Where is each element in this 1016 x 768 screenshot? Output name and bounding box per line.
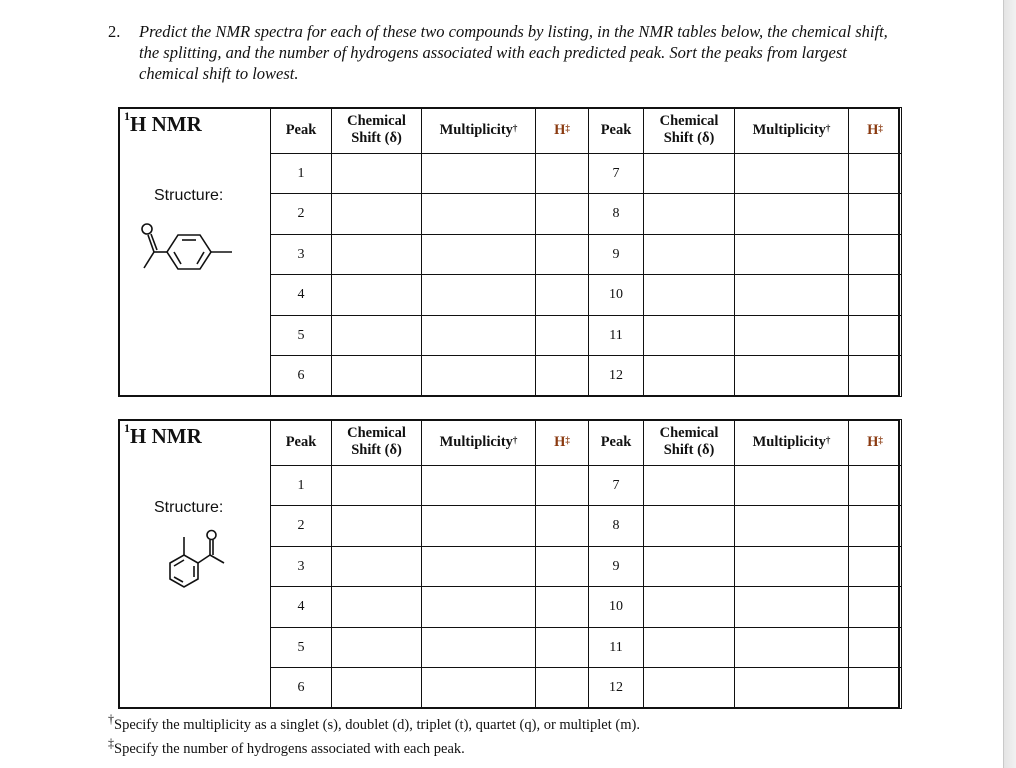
shift-cell[interactable] (332, 668, 422, 709)
shift-cell[interactable] (332, 587, 422, 628)
multiplicity-cell[interactable] (422, 546, 536, 587)
multiplicity-header: Multiplicity† (422, 420, 536, 466)
multiplicity-cell[interactable] (735, 234, 849, 275)
h-cell[interactable] (849, 275, 902, 316)
h-cell[interactable] (536, 234, 589, 275)
table-row (271, 153, 902, 194)
shift-cell[interactable] (644, 627, 735, 668)
structure-label: Structure: (154, 187, 224, 204)
shift-cell[interactable] (332, 194, 422, 235)
shift-header: Chemical Shift (δ) (644, 420, 735, 466)
peak-number: 5 (271, 627, 332, 668)
shift-cell[interactable] (332, 275, 422, 316)
question-text: Predict the NMR spectra for each of these two compounds by listing, in the NMR tables below, the chemical shift, the splitting, and the number of hydrogens associated with each predicted peak. Sort the peaks from largest chemical shift to lowest. (139, 22, 888, 83)
footnote-dagger: †Specify the multiplicity as a singlet (s), doublet (d), triplet (t), quartet (q), or multiplet (m). (108, 712, 640, 733)
h-header: H‡ (536, 108, 589, 154)
multiplicity-cell[interactable] (422, 315, 536, 356)
multiplicity-cell[interactable] (422, 627, 536, 668)
header-row (271, 108, 902, 154)
peak-number: 1 (271, 465, 332, 506)
structure-label: Structure: (154, 499, 224, 516)
peak-number: 12 (589, 356, 644, 397)
peak-number: 9 (589, 546, 644, 587)
h-cell[interactable] (849, 356, 902, 397)
nmr-title: $^1$H NMR (124, 421, 202, 448)
question-number: 2. (108, 22, 121, 41)
h-cell[interactable] (536, 275, 589, 316)
table-row (271, 356, 902, 397)
nmr-title: $^1$H NMR (124, 109, 202, 136)
shift-header: Chemical Shift (δ) (332, 108, 422, 154)
multiplicity-cell[interactable] (735, 194, 849, 235)
multiplicity-cell[interactable] (422, 668, 536, 709)
shift-cell[interactable] (644, 153, 735, 194)
shift-cell[interactable] (644, 194, 735, 235)
h-cell[interactable] (536, 668, 589, 709)
multiplicity-cell[interactable] (422, 194, 536, 235)
h-header: H‡ (536, 420, 589, 466)
table-row (271, 194, 902, 235)
peak-number: 1 (271, 153, 332, 194)
table-row (271, 275, 902, 316)
peak-number: 6 (271, 356, 332, 397)
shift-cell[interactable] (644, 668, 735, 709)
h-cell[interactable] (849, 194, 902, 235)
peak-number: 3 (271, 234, 332, 275)
multiplicity-cell[interactable] (735, 587, 849, 628)
shift-cell[interactable] (332, 356, 422, 397)
h-cell[interactable] (536, 506, 589, 547)
multiplicity-cell[interactable] (735, 668, 849, 709)
shift-cell[interactable] (332, 315, 422, 356)
multiplicity-cell[interactable] (735, 506, 849, 547)
shift-cell[interactable] (332, 153, 422, 194)
peak-grid (270, 419, 902, 709)
shift-cell[interactable] (644, 356, 735, 397)
peak-number: 5 (271, 315, 332, 356)
peak-number: 7 (589, 465, 644, 506)
h-cell[interactable] (536, 315, 589, 356)
h-cell[interactable] (849, 627, 902, 668)
shift-cell[interactable] (332, 465, 422, 506)
peak-number: 7 (589, 153, 644, 194)
table-row (271, 627, 902, 668)
shift-cell[interactable] (644, 275, 735, 316)
peak-number: 10 (589, 275, 644, 316)
h-cell[interactable] (849, 465, 902, 506)
multiplicity-cell[interactable] (422, 465, 536, 506)
footnotes (108, 710, 640, 758)
shift-header: Chemical Shift (δ) (332, 420, 422, 466)
multiplicity-header: Multiplicity† (422, 108, 536, 154)
multiplicity-cell[interactable] (735, 627, 849, 668)
peak-number: 10 (589, 587, 644, 628)
peak-number: 2 (271, 506, 332, 547)
h-cell[interactable] (849, 546, 902, 587)
peak-number: 2 (271, 194, 332, 235)
shift-cell[interactable] (332, 234, 422, 275)
header-row (271, 420, 902, 466)
peak-number: 6 (271, 668, 332, 709)
multiplicity-header: Multiplicity† (735, 108, 849, 154)
table-row (271, 546, 902, 587)
peak-number: 8 (589, 194, 644, 235)
multiplicity-cell[interactable] (735, 356, 849, 397)
shift-cell[interactable] (332, 546, 422, 587)
multiplicity-cell[interactable] (422, 275, 536, 316)
nmr-table-1 (118, 107, 900, 397)
peak-number: 12 (589, 668, 644, 709)
2-methylacetophenone-structure-icon (152, 527, 242, 607)
4-methylacetophenone-structure-icon (138, 213, 258, 273)
h-cell[interactable] (849, 668, 902, 709)
multiplicity-cell[interactable] (735, 315, 849, 356)
table-row (271, 506, 902, 547)
peak-number: 3 (271, 546, 332, 587)
shift-cell[interactable] (644, 234, 735, 275)
peak-number: 11 (589, 627, 644, 668)
shift-cell[interactable] (332, 627, 422, 668)
peak-number: 8 (589, 506, 644, 547)
peak-number: 9 (589, 234, 644, 275)
h-cell[interactable] (536, 546, 589, 587)
shift-cell[interactable] (644, 546, 735, 587)
shift-cell[interactable] (332, 506, 422, 547)
h-cell[interactable] (849, 506, 902, 547)
h-header: H‡ (849, 108, 902, 154)
h-cell[interactable] (536, 153, 589, 194)
table-row (271, 587, 902, 628)
multiplicity-cell[interactable] (422, 356, 536, 397)
table-row (271, 465, 902, 506)
table-row (271, 234, 902, 275)
h-cell[interactable] (536, 194, 589, 235)
multiplicity-cell[interactable] (735, 275, 849, 316)
multiplicity-cell[interactable] (422, 234, 536, 275)
shift-header: Chemical Shift (δ) (644, 108, 735, 154)
peak-header: Peak (271, 108, 332, 154)
h-header: H‡ (849, 420, 902, 466)
table-row (271, 315, 902, 356)
h-cell[interactable] (849, 315, 902, 356)
shift-cell[interactable] (644, 315, 735, 356)
h-cell[interactable] (849, 153, 902, 194)
multiplicity-cell[interactable] (422, 153, 536, 194)
h-cell[interactable] (849, 587, 902, 628)
shift-cell[interactable] (644, 506, 735, 547)
peak-grid (270, 107, 902, 397)
peak-number: 11 (589, 315, 644, 356)
multiplicity-cell[interactable] (735, 153, 849, 194)
shift-cell[interactable] (644, 465, 735, 506)
peak-number: 4 (271, 275, 332, 316)
h-cell[interactable] (536, 356, 589, 397)
multiplicity-cell[interactable] (735, 465, 849, 506)
h-cell[interactable] (536, 627, 589, 668)
peak-number: 4 (271, 587, 332, 628)
footnote-double-dagger: ‡Specify the number of hydrogens associated with each peak. (108, 735, 465, 757)
multiplicity-cell[interactable] (422, 506, 536, 547)
table-row (271, 668, 902, 709)
shift-cell[interactable] (644, 587, 735, 628)
multiplicity-cell[interactable] (735, 546, 849, 587)
multiplicity-header: Multiplicity† (735, 420, 849, 466)
peak-header: Peak (271, 420, 332, 466)
h-cell[interactable] (849, 234, 902, 275)
nmr-table-2 (118, 419, 900, 709)
h-cell[interactable] (536, 587, 589, 628)
peak-header: Peak (589, 108, 644, 154)
h-cell[interactable] (536, 465, 589, 506)
peak-header: Peak (589, 420, 644, 466)
multiplicity-cell[interactable] (422, 587, 536, 628)
page-edge (1003, 0, 1016, 768)
